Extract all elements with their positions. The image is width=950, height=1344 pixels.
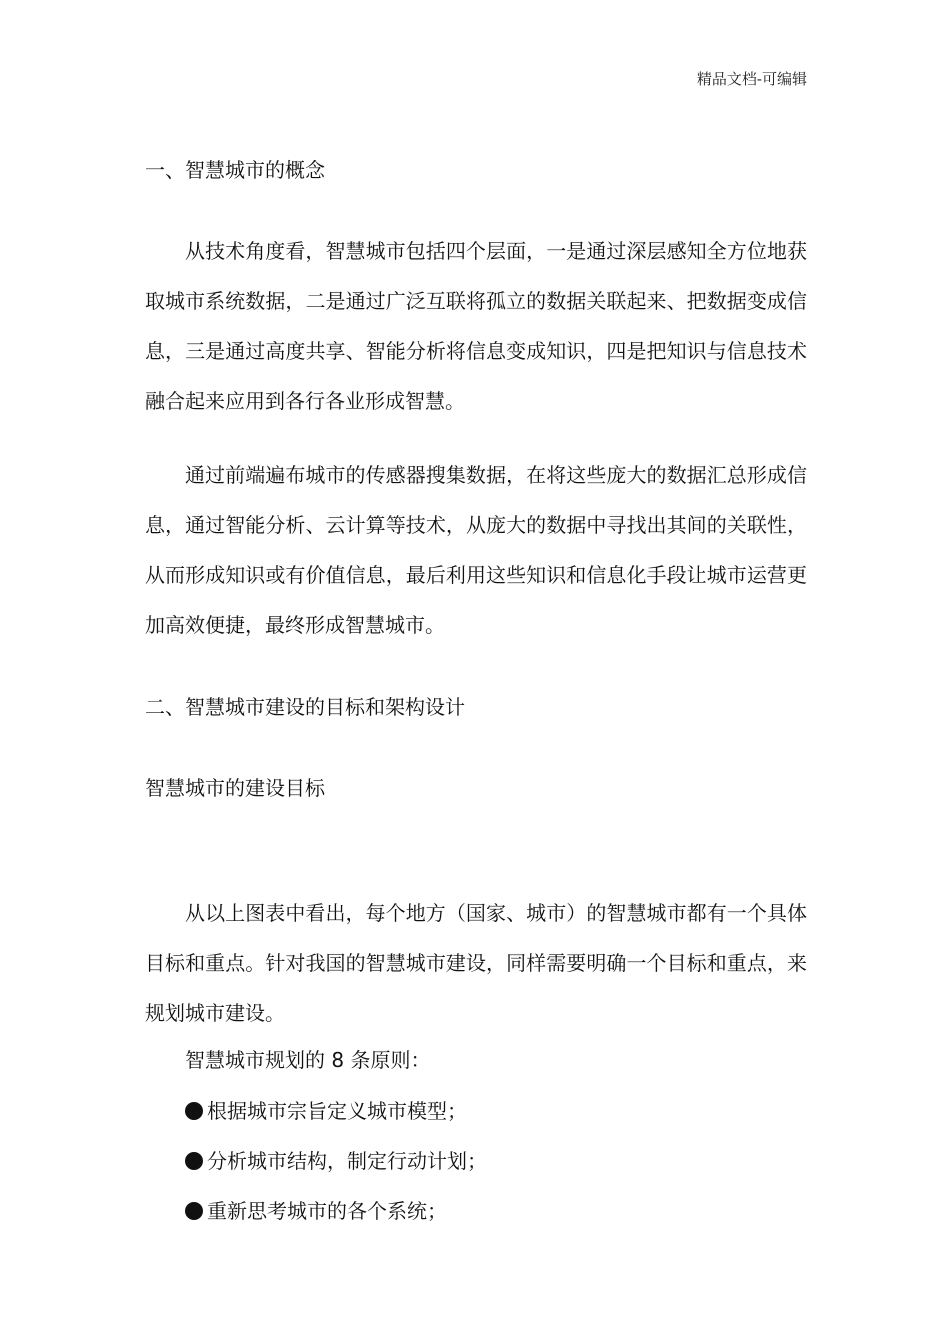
bullet-icon: [185, 1152, 203, 1170]
section-2-title: 二、智慧城市建设的目标和架构设计: [145, 695, 465, 719]
section-1-title: 一、智慧城市的概念: [145, 158, 325, 182]
header-note: 精品文档-可编辑: [696, 70, 807, 88]
principles-intro: 智慧城市规划的 8 条原则：: [185, 1048, 431, 1072]
list-item-text: 分析城市结构，制定行动计划；: [207, 1149, 487, 1173]
list-item: [145, 1086, 807, 1136]
paragraph-technology-levels: 从技术角度看，智慧城市包括四个层面，一是通过深层感知全方位地获取城市系统数据，二是通过广泛互联将孤立的数据关联起来、把数据变成信息，三是通过高度共享、智能分析将信息变成知识，四是把知识与信息技术融合起来应用到各行各业形成智慧。: [145, 239, 807, 413]
list-item-text: 根据城市宗旨定义城市模型；: [207, 1099, 467, 1123]
bullet-icon: [185, 1202, 203, 1220]
paragraph-sensor-data: 通过前端遍布城市的传感器搜集数据，在将这些庞大的数据汇总形成信息，通过智能分析、云计算等技术，从庞大的数据中寻找出其间的关联性，从而形成知识或有价值信息，最后利用这些知识和信息化手段让城市运营更加高效便捷，最终形成智慧城市。: [145, 463, 807, 637]
list-item: [145, 1136, 807, 1186]
principles-list: [145, 1086, 807, 1236]
bullet-icon: [185, 1102, 203, 1120]
subsection-title: 智慧城市的建设目标: [145, 776, 325, 800]
list-item: [145, 1186, 807, 1236]
paragraph-goals: 从以上图表中看出，每个地方（国家、城市）的智慧城市都有一个具体目标和重点。针对我国的智慧城市建设，同样需要明确一个目标和重点，来规划城市建设。: [145, 901, 807, 1025]
list-item-text: 重新思考城市的各个系统；: [207, 1199, 447, 1223]
